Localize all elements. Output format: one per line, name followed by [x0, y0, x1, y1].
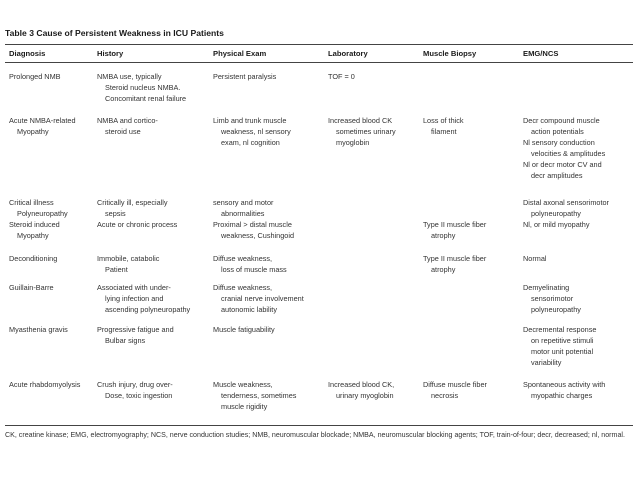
- cell-line: TOF = 0: [328, 72, 355, 81]
- table-bottom-rule: [5, 425, 633, 426]
- table-cell: [523, 379, 605, 401]
- table-cell: [9, 71, 61, 82]
- table-cell: [213, 282, 304, 315]
- cell-line: Bulbar signs: [105, 336, 146, 346]
- cell-line: Normal: [523, 254, 547, 263]
- cell-line: Increased blood CK: [328, 116, 393, 125]
- cell-line: NMBA and cortico-: [97, 116, 158, 125]
- table-cell: [9, 379, 80, 390]
- table-cell: [423, 115, 464, 137]
- cell-line: sensorimotor: [531, 294, 574, 304]
- cell-line: Muscle weakness,: [213, 380, 273, 389]
- cell-line: Polyneuropathy: [17, 209, 68, 219]
- cell-line: sepsis: [105, 209, 126, 219]
- cell-line: Steroid nucleus NMBA.: [105, 83, 181, 93]
- table-cell: [97, 379, 173, 401]
- cell-line: action potentials: [531, 127, 584, 137]
- cell-line: Decr compound muscle: [523, 116, 600, 125]
- table-cell: [9, 253, 57, 264]
- column-header-diagnosis: Diagnosis: [9, 49, 46, 58]
- table-cell: [97, 324, 174, 346]
- cell-line: weakness, Cushingoid: [221, 231, 295, 241]
- cell-line: Proximal > distal muscle: [213, 220, 292, 230]
- table-title: Table 3 Cause of Persistent Weakness in ICU Patients: [5, 28, 224, 38]
- cell-line: Loss of thick: [423, 116, 464, 125]
- cell-line: Myasthenia gravis: [9, 325, 68, 334]
- table-cell: [97, 253, 159, 275]
- cell-line: Critical illness: [9, 198, 54, 207]
- cell-line: Myopathy: [17, 127, 49, 137]
- table-cell: [523, 115, 605, 182]
- column-header-laboratory: Laboratory: [328, 49, 368, 58]
- cell-line: Demyelinating: [523, 283, 570, 292]
- table-cell: [328, 71, 355, 82]
- cell-line: Steroid induced: [9, 220, 60, 230]
- cell-line: Decremental response: [523, 325, 597, 334]
- column-header-emg-ncs: EMG/NCS: [523, 49, 559, 58]
- cell-line: Patient: [105, 265, 128, 275]
- table-cell: [328, 115, 396, 148]
- cell-line: Acute or chronic process: [97, 220, 178, 230]
- cell-line: abnormalities: [221, 209, 265, 219]
- cell-line: Immobile, catabolic: [97, 254, 160, 263]
- cell-line: ascending polyneuropathy: [105, 305, 191, 315]
- table-cell: [9, 115, 76, 137]
- column-header-physical-exam: Physical Exam: [213, 49, 267, 58]
- cell-line: sensory and motor: [213, 198, 274, 207]
- table-cell: [213, 379, 296, 412]
- table-cell: [97, 71, 186, 104]
- cell-line: Myopathy: [17, 231, 49, 241]
- cell-line: Crush injury, drug over-: [97, 380, 173, 389]
- cell-line: polyneuropathy: [531, 209, 581, 219]
- cell-line: autonomic lability: [221, 305, 277, 315]
- cell-line: Nl sensory conduction: [523, 138, 595, 148]
- column-header-history: History: [97, 49, 124, 58]
- table-cell: [423, 253, 486, 275]
- cell-line: steroid use: [105, 127, 141, 137]
- cell-line: Increased blood CK,: [328, 380, 395, 389]
- cell-line: [423, 208, 486, 219]
- table-cell: [423, 379, 487, 401]
- cell-line: tenderness, sometimes: [221, 391, 297, 401]
- cell-line: velocities & amplitudes: [531, 149, 606, 159]
- cell-line: atrophy: [431, 265, 456, 275]
- cell-line: weakness, nl sensory: [221, 127, 291, 137]
- cell-line: Progressive fatigue and: [97, 325, 174, 334]
- table-cell: [97, 115, 158, 137]
- table-footnote: CK, creatine kinase; EMG, electromyography; NCS, nerve conduction studies; NMB, neuromuscular blockade; NMBA, neuromuscular blocking agents; TOF, train-of-four; decr, decreased; nl, normal.: [5, 431, 625, 439]
- cell-line: Limb and trunk muscle: [213, 116, 287, 125]
- table-cell: [213, 253, 287, 275]
- cell-line: on repetitive stimuli: [531, 336, 594, 346]
- table-cell: [523, 324, 596, 368]
- table-top-rule: [5, 44, 633, 45]
- cell-line: Guillain-Barre: [9, 283, 54, 292]
- cell-line: Acute NMBA-related: [9, 116, 76, 125]
- cell-line: Type II muscle fiber: [423, 220, 487, 230]
- table-cell: [523, 253, 547, 264]
- cell-line: Type II muscle fiber: [423, 254, 487, 263]
- cell-line: variability: [531, 358, 562, 368]
- cell-line: NMBA use, typically: [97, 72, 162, 81]
- table-cell: [523, 282, 581, 315]
- table-cell: [97, 197, 177, 230]
- table-cell: [328, 379, 394, 401]
- table-cell: [213, 71, 276, 82]
- cell-line: exam, nl cognition: [221, 138, 280, 148]
- cell-line: Prolonged NMB: [9, 72, 61, 81]
- table-cell: [213, 324, 275, 335]
- cell-line: urinary myoglobin: [336, 391, 394, 401]
- cell-line: Nl or decr motor CV and: [523, 160, 602, 170]
- cell-line: Acute rhabdomyolysis: [9, 380, 81, 389]
- cell-line: Associated with under-: [97, 283, 171, 292]
- cell-line: Critically ill, especially: [97, 198, 168, 207]
- cell-line: atrophy: [431, 231, 456, 241]
- table-cell: [97, 282, 190, 315]
- table-cell: [213, 115, 291, 148]
- table-header-rule: [5, 62, 633, 63]
- cell-line: Spontaneous activity with: [523, 380, 606, 389]
- table-cell: [9, 282, 54, 293]
- cell-line: Distal axonal sensorimotor: [523, 198, 609, 207]
- cell-line: motor unit potential: [531, 347, 594, 357]
- column-header-muscle-biopsy: Muscle Biopsy: [423, 49, 477, 58]
- cell-line: lying infection and: [105, 294, 164, 304]
- cell-line: Concomitant renal failure: [105, 94, 187, 104]
- cell-line: Diffuse weakness,: [213, 254, 273, 263]
- cell-line: Diffuse weakness,: [213, 283, 273, 292]
- cell-line: cranial nerve involvement: [221, 294, 304, 304]
- table-cell: [423, 197, 486, 241]
- table-cell: [523, 197, 609, 230]
- cell-line: Persistent paralysis: [213, 72, 277, 81]
- cell-line: myoglobin: [336, 138, 370, 148]
- cell-line: filament: [431, 127, 457, 137]
- cell-line: sometimes urinary: [336, 127, 396, 137]
- cell-line: Diffuse muscle fiber: [423, 380, 487, 389]
- cell-line: Nl, or mild myopathy: [523, 220, 590, 230]
- cell-line: loss of muscle mass: [221, 265, 287, 275]
- cell-line: myopathic charges: [531, 391, 593, 401]
- cell-line: necrosis: [431, 391, 459, 401]
- cell-line: polyneuropathy: [531, 305, 581, 315]
- cell-line: [423, 197, 486, 208]
- cell-line: Dose, toxic ingestion: [105, 391, 173, 401]
- table-cell: [9, 197, 68, 241]
- cell-line: Muscle fatiguability: [213, 325, 275, 334]
- cell-line: decr amplitudes: [531, 171, 583, 181]
- cell-line: muscle rigidity: [221, 402, 268, 412]
- table-cell: [9, 324, 68, 335]
- table-cell: [213, 197, 294, 241]
- cell-line: Deconditioning: [9, 254, 58, 263]
